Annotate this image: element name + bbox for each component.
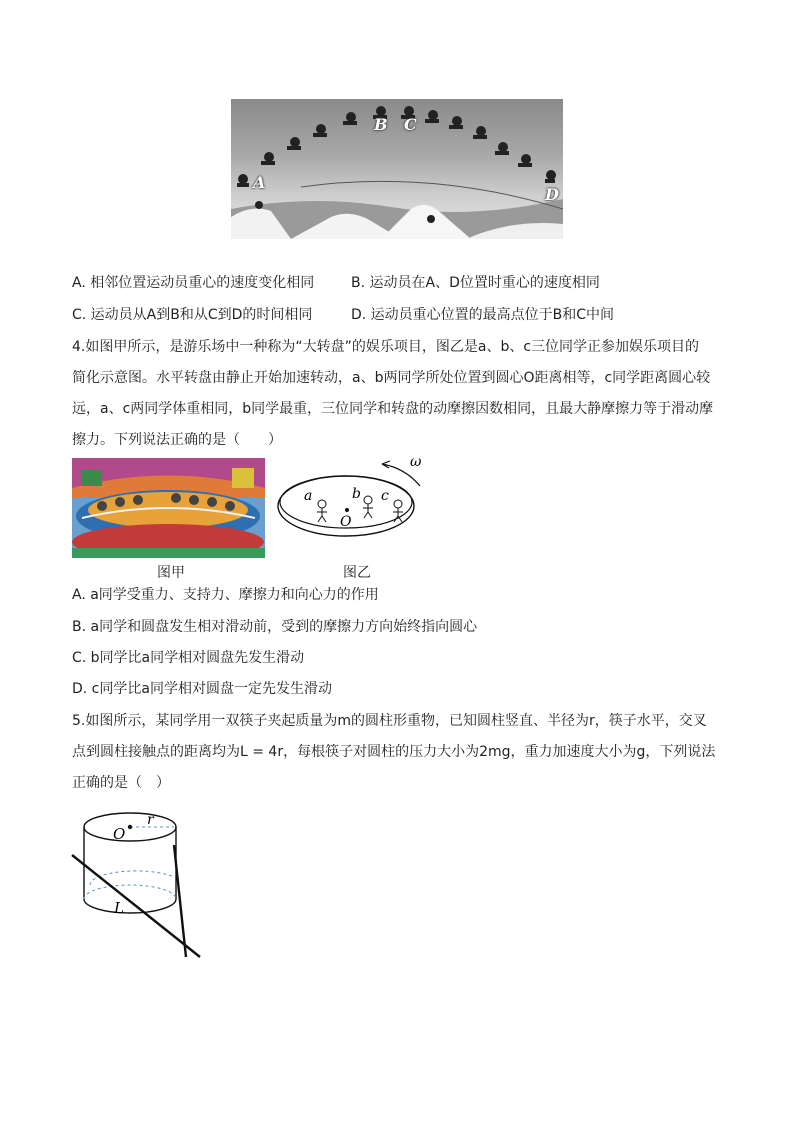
figure-caption-yi: 图乙 — [343, 565, 371, 581]
q4-option-c: C. b同学比a同学相对圆盘先发生滑动 — [72, 650, 305, 666]
label-o: O — [113, 825, 126, 843]
q4-stem-line-2: 简化示意图。水平转盘由静止开始加速转动，a、b两同学所处位置到圆心O距离相等，c同学距离圆心较 — [72, 370, 711, 386]
label-l: L — [114, 899, 124, 917]
q4-option-a: A. a同学受重力、支持力、摩擦力和向心力的作用 — [72, 587, 379, 603]
label-b: b — [352, 486, 361, 502]
snowboard-photo-art — [231, 99, 563, 239]
q4-option-d: D. c同学比a同学相对圆盘一定先发生滑动 — [72, 681, 332, 697]
label-o: O — [340, 514, 352, 530]
omega-label: ω — [410, 454, 422, 470]
figure-caption-jia: 图甲 — [157, 565, 185, 581]
carousel-photo-art — [72, 458, 265, 558]
q5-stem-line-1: 5.如图所示，某同学用一双筷子夹起质量为m的圆柱形重物，已知圆柱竖直、半径为r，筷子水平，交叉 — [72, 713, 707, 729]
photo-label-d: D — [545, 185, 559, 204]
turntable-diagram — [270, 452, 430, 562]
snowboard-photo — [231, 99, 563, 239]
q5-stem-line-3: 正确的是（ ） — [72, 775, 170, 791]
photo-label-b: B — [374, 115, 388, 134]
q4-stem-line-4: 擦力。下列说法正确的是（ ） — [72, 432, 282, 448]
q3-option-c: C. 运动员从A到B和从C到D的时间相同 — [72, 307, 313, 323]
center-point — [345, 508, 349, 512]
q3-option-a: A. 相邻位置运动员重心的速度变化相同 — [72, 275, 315, 291]
label-c: c — [381, 488, 389, 504]
q4-stem-line-3: 远，a、c两同学体重相同，b同学最重，三位同学和转盘的动摩擦因数相同，且最大静摩擦力等于滑动摩 — [72, 401, 714, 417]
label-a: a — [304, 488, 313, 504]
cylinder-bottom-back — [84, 885, 176, 899]
q5-stem-line-2: 点到圆柱接触点的距离均为L = 4r，每根筷子对圆柱的压力大小为2mg，重力加速度大小为g，下列说法 — [72, 744, 716, 760]
student-b-figure — [364, 496, 372, 504]
q4-option-b: B. a同学和圆盘发生相对滑动前，受到的摩擦力方向始终指向圆心 — [72, 619, 478, 635]
center-o-point — [128, 825, 132, 829]
q3-option-d: D. 运动员重心位置的最高点位于B和C中间 — [351, 307, 615, 323]
student-c-figure — [394, 500, 402, 508]
student-a-figure — [318, 500, 326, 508]
q3-option-b: B. 运动员在A、D位置时重心的速度相同 — [351, 275, 600, 291]
photo-label-a: A — [253, 173, 266, 192]
cylinder-chopsticks-diagram — [70, 805, 210, 965]
q4-stem-line-1: 4.如图甲所示，是游乐场中一种称为“大转盘”的娱乐项目，图乙是a、b、c三位同学正参加娱乐项目的 — [72, 339, 700, 355]
carousel-photo — [72, 458, 265, 558]
photo-label-c: C — [404, 115, 417, 134]
label-r: r — [147, 812, 154, 828]
